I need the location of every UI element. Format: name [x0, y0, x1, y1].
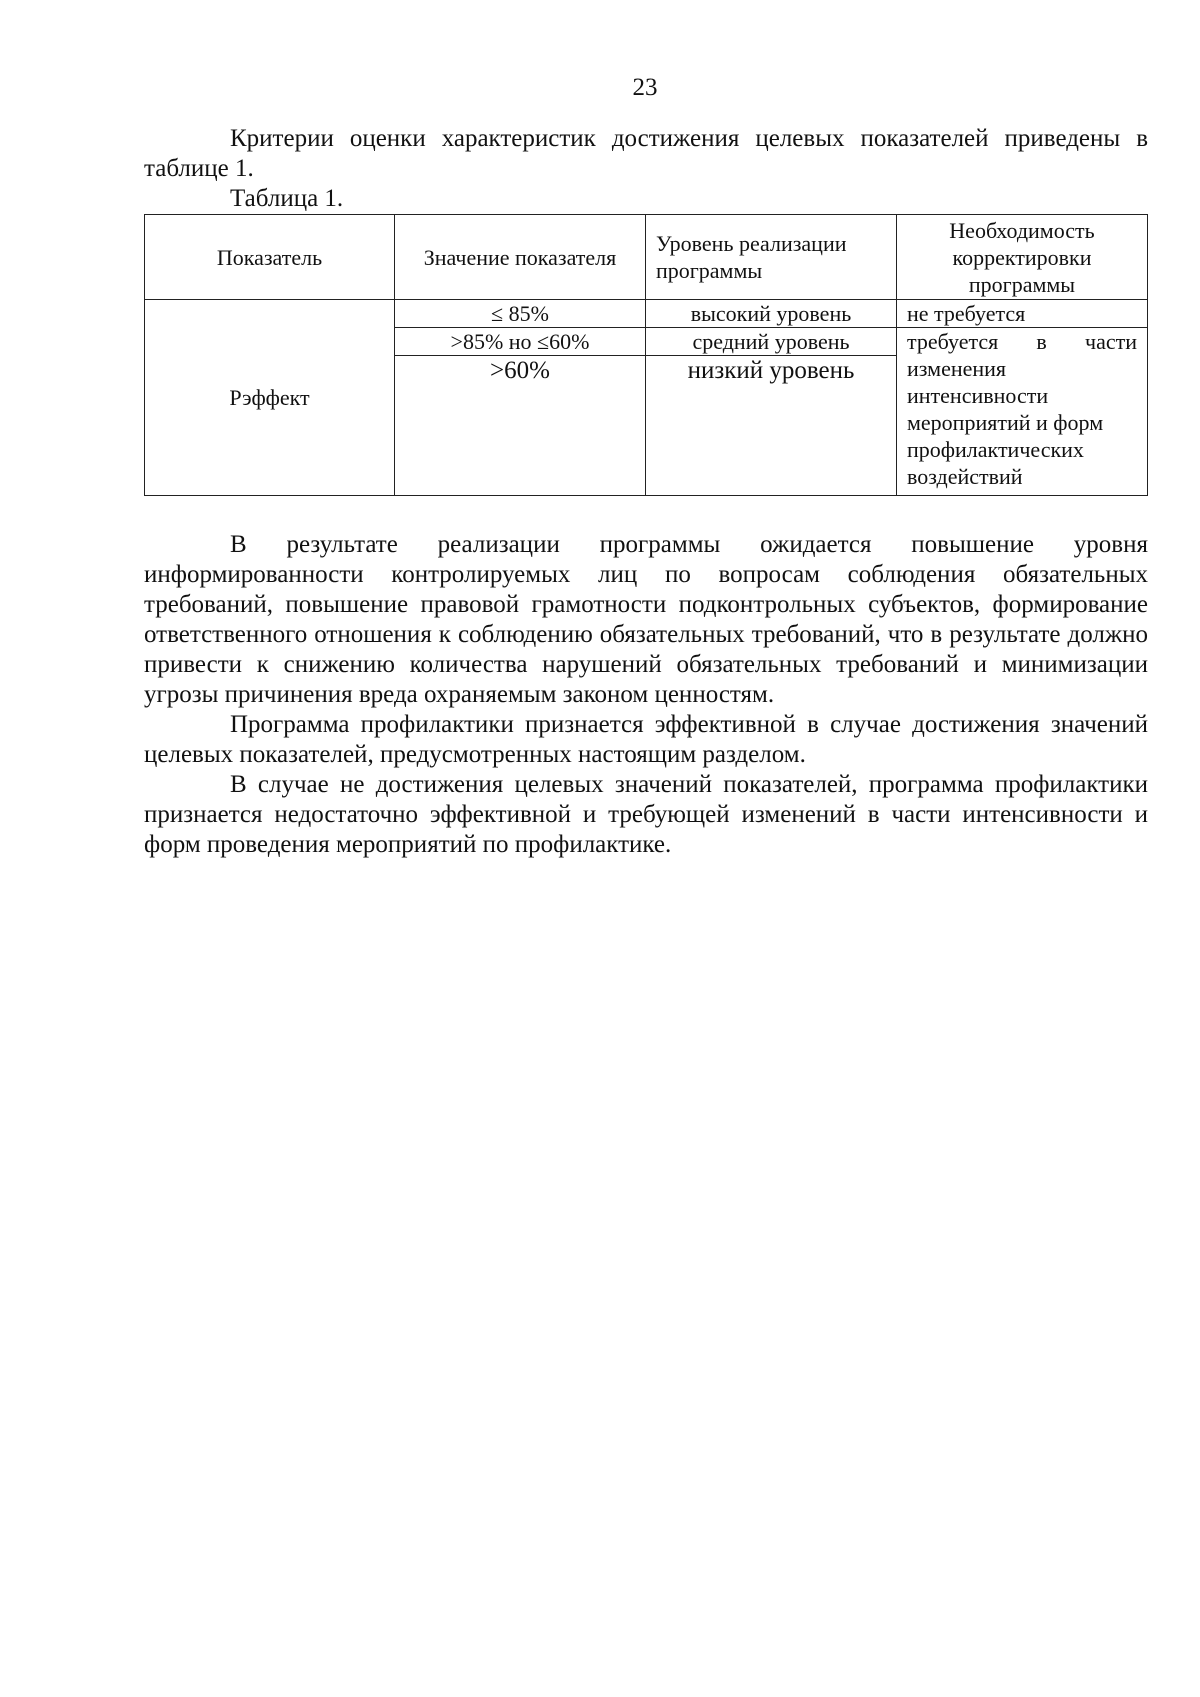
page-content	[144, 124, 1148, 860]
need-cell: не требуется	[897, 300, 1148, 328]
value-cell: >60%	[395, 356, 646, 496]
need-merged-rest: изменения интенсивности мероприятий и форм профилактических воздействий	[907, 356, 1104, 489]
level-cell: высокий уровень	[646, 300, 897, 328]
header-value: Значение показателя	[395, 215, 646, 300]
body-paragraph: В случае не достижения целевых значений показателей, программа профилактики признается недостаточно эффективной и требующей изменений в части интенсивности и форм проведения мероприятий по профилактике.	[144, 771, 1148, 858]
need-merged-line1: требуется в части	[907, 329, 1137, 354]
header-level: Уровень реализации программы	[646, 215, 897, 300]
value-cell: ≤ 85%	[395, 300, 646, 328]
table-caption: Таблица 1.	[230, 185, 344, 212]
body-paragraph: В результате реализации программы ожидается повышение уровня информированности контролируемых лиц по вопросам соблюдения обязательных требований, повышение правовой грамотности подконтрольных субъектов, формирование ответственного отношения к соблюдению обязательных требований, что в результате должно привести к снижению количества нарушений обязательных требований и минимизации угрозы причинения вреда охраняемым законом ценностям.	[144, 531, 1148, 708]
need-merged-cell	[897, 328, 1148, 496]
header-need: Необходимость корректировки программы	[897, 215, 1148, 300]
level-cell: низкий уровень	[646, 356, 897, 496]
indicator-cell: Рэффект	[145, 300, 395, 496]
intro-paragraph: Критерии оценки характеристик достижения целевых показателей приведены в таблице 1.	[144, 125, 1148, 182]
criteria-table	[144, 214, 1148, 496]
header-indicator: Показатель	[145, 215, 395, 300]
level-cell: средний уровень	[646, 328, 897, 356]
table-header-row	[145, 215, 1148, 300]
page-number: 23	[632, 74, 658, 101]
value-cell: >85% но ≤60%	[395, 328, 646, 356]
body-paragraph: Программа профилактики признается эффективной в случае достижения значений целевых показателей, предусмотренных настоящим разделом.	[144, 711, 1148, 768]
table-row	[145, 300, 1148, 328]
